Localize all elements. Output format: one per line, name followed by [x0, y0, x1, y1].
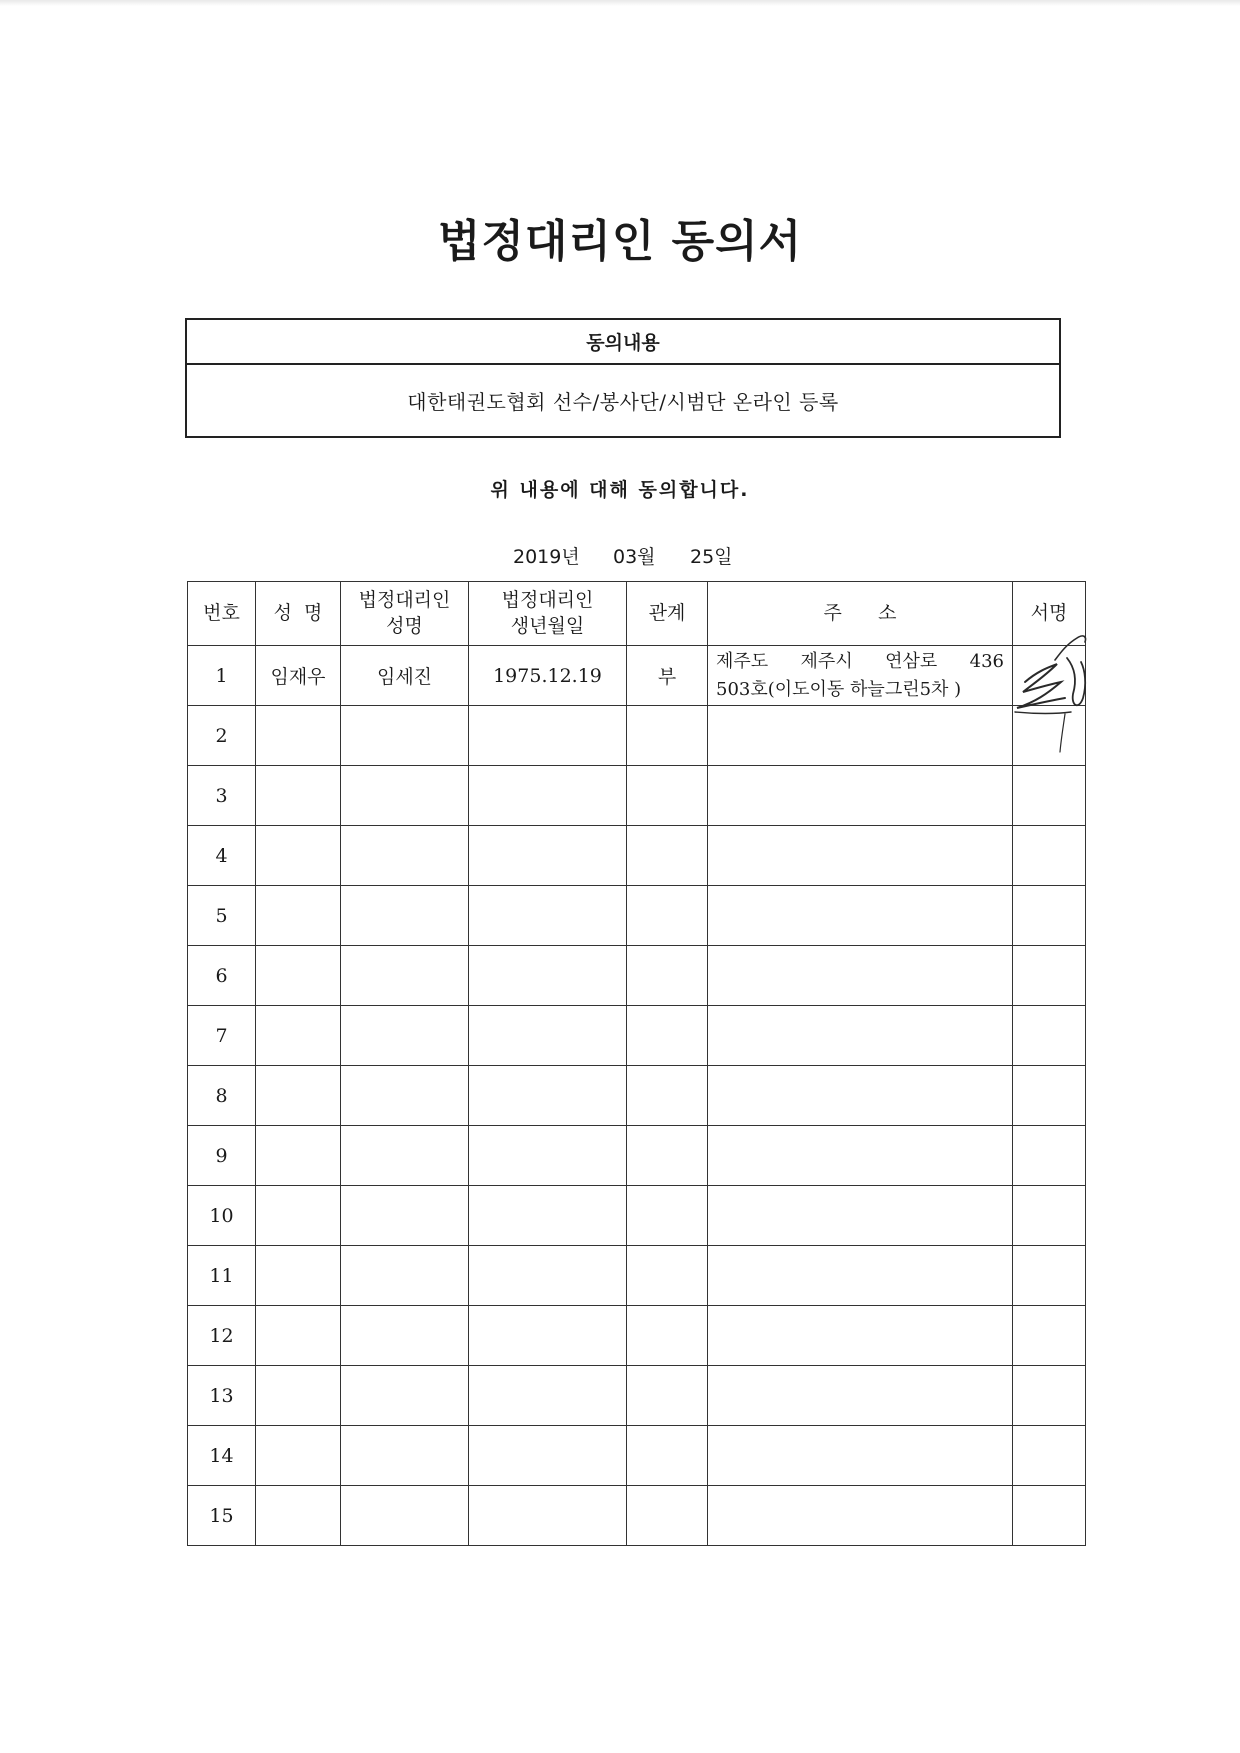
cell-address — [708, 1006, 1013, 1066]
agree-statement: 위 내용에 대해 동의합니다. — [490, 479, 750, 501]
cell-signature — [1013, 1186, 1086, 1246]
cell-guardian-name — [341, 706, 469, 766]
cell-number: 6 — [188, 946, 256, 1006]
cell-guardian-name — [341, 1306, 469, 1366]
cell-guardian-name — [341, 1126, 469, 1186]
header-guardian-birth — [469, 582, 627, 646]
cell-signature — [1013, 1006, 1086, 1066]
cell-guardian-name — [341, 1246, 469, 1306]
cell-signature — [1013, 886, 1086, 946]
cell-relation — [627, 1126, 708, 1186]
cell-guardian-birth — [469, 1366, 627, 1426]
cell-number: 1 — [188, 646, 256, 706]
cell-address — [708, 646, 1013, 706]
cell-signature — [1013, 826, 1086, 886]
cell-guardian-birth — [469, 1126, 627, 1186]
address-road: 연삼로 — [885, 650, 938, 672]
cell-relation — [627, 1486, 708, 1546]
cell-guardian-birth — [469, 1306, 627, 1366]
cell-number: 14 — [188, 1426, 256, 1486]
cell-guardian-name: 임세진 — [341, 646, 469, 706]
cell-relation — [627, 1306, 708, 1366]
cell-number: 3 — [188, 766, 256, 826]
cell-relation — [627, 1246, 708, 1306]
cell-signature — [1013, 706, 1086, 766]
cell-guardian-name — [341, 886, 469, 946]
cell-guardian-birth — [469, 706, 627, 766]
cell-name — [256, 1486, 341, 1546]
consent-content: 대한태권도협회 선수/봉사단/시범단 온라인 등록 — [407, 390, 839, 414]
date-month: 03월 — [613, 546, 656, 568]
cell-name — [256, 1366, 341, 1426]
cell-address — [708, 1066, 1013, 1126]
address-line-2: 503호(이도이동 하늘그린5차 ) — [716, 678, 962, 700]
cell-address — [708, 826, 1013, 886]
table-row — [188, 766, 1086, 826]
cell-number: 15 — [188, 1486, 256, 1546]
table-row — [188, 946, 1086, 1006]
address-line-1 — [716, 648, 1004, 676]
guardian-consent-table — [187, 581, 1086, 1546]
cell-guardian-name — [341, 1486, 469, 1546]
cell-number: 2 — [188, 706, 256, 766]
cell-signature — [1013, 1306, 1086, 1366]
cell-address — [708, 1366, 1013, 1426]
cell-address — [708, 1426, 1013, 1486]
cell-guardian-birth — [469, 766, 627, 826]
table-row — [188, 1306, 1086, 1366]
cell-relation — [627, 946, 708, 1006]
cell-number: 5 — [188, 886, 256, 946]
cell-name — [256, 1126, 341, 1186]
table-header-row — [188, 582, 1086, 646]
cell-signature — [1013, 1246, 1086, 1306]
header-guardian-birth-line1: 법정대리인 — [501, 588, 594, 611]
cell-number: 11 — [188, 1246, 256, 1306]
cell-name — [256, 1186, 341, 1246]
cell-address — [708, 946, 1013, 1006]
header-name-text: 성 명 — [273, 601, 323, 624]
header-address-text: 주 소 — [823, 601, 897, 624]
cell-signature — [1013, 1486, 1086, 1546]
cell-relation — [627, 1426, 708, 1486]
cell-relation — [627, 1066, 708, 1126]
scan-edge — [0, 0, 1240, 6]
cell-relation — [627, 766, 708, 826]
address-city: 제주시 — [800, 650, 853, 672]
table-row — [188, 646, 1086, 706]
header-address — [708, 582, 1013, 646]
cell-guardian-birth — [469, 1246, 627, 1306]
table-row — [188, 1486, 1086, 1546]
table-row — [188, 826, 1086, 886]
cell-signature — [1013, 646, 1086, 706]
cell-signature — [1013, 1426, 1086, 1486]
cell-name — [256, 1006, 341, 1066]
cell-name — [256, 1246, 341, 1306]
header-guardian-birth-line2: 생년월일 — [510, 614, 585, 637]
header-signature: 서명 — [1013, 582, 1086, 646]
cell-relation — [627, 1366, 708, 1426]
cell-name: 임재우 — [256, 646, 341, 706]
table-row — [188, 1186, 1086, 1246]
document-title: 법정대리인 동의서 — [437, 216, 803, 267]
table-row — [188, 1366, 1086, 1426]
cell-signature — [1013, 1066, 1086, 1126]
cell-number: 13 — [188, 1366, 256, 1426]
cell-guardian-name — [341, 1366, 469, 1426]
cell-guardian-name — [341, 1006, 469, 1066]
cell-relation — [627, 706, 708, 766]
header-number: 번호 — [188, 582, 256, 646]
cell-address — [708, 1306, 1013, 1366]
address-number: 436 — [969, 650, 1004, 672]
cell-relation — [627, 1186, 708, 1246]
cell-address — [708, 766, 1013, 826]
cell-guardian-birth — [469, 1426, 627, 1486]
header-guardian-name — [341, 582, 469, 646]
cell-name — [256, 766, 341, 826]
cell-name — [256, 706, 341, 766]
cell-number: 4 — [188, 826, 256, 886]
cell-number: 8 — [188, 1066, 256, 1126]
consent-box — [185, 318, 1061, 438]
cell-guardian-name — [341, 1066, 469, 1126]
cell-name — [256, 886, 341, 946]
table-row — [188, 886, 1086, 946]
table-row — [188, 1126, 1086, 1186]
cell-address — [708, 1186, 1013, 1246]
cell-relation: 부 — [627, 646, 708, 706]
cell-address — [708, 1126, 1013, 1186]
cell-guardian-birth — [469, 1006, 627, 1066]
cell-name — [256, 1066, 341, 1126]
cell-guardian-name — [341, 946, 469, 1006]
cell-guardian-birth — [469, 886, 627, 946]
header-guardian-name-line1: 법정대리인 — [358, 588, 451, 611]
date-day: 25일 — [690, 546, 733, 568]
cell-address — [708, 1486, 1013, 1546]
header-name — [256, 582, 341, 646]
header-relation: 관계 — [627, 582, 708, 646]
consent-header: 동의내용 — [187, 320, 1059, 365]
cell-name — [256, 946, 341, 1006]
cell-guardian-name — [341, 826, 469, 886]
cell-address — [708, 886, 1013, 946]
cell-address — [708, 706, 1013, 766]
table-row — [188, 706, 1086, 766]
table-row — [188, 1066, 1086, 1126]
cell-guardian-birth — [469, 826, 627, 886]
cell-guardian-birth — [469, 1486, 627, 1546]
cell-relation — [627, 826, 708, 886]
cell-guardian-birth — [469, 946, 627, 1006]
cell-signature — [1013, 1366, 1086, 1426]
table-row — [188, 1426, 1086, 1486]
cell-name — [256, 1306, 341, 1366]
cell-name — [256, 826, 341, 886]
cell-relation — [627, 1006, 708, 1066]
table-row — [188, 1006, 1086, 1066]
cell-guardian-birth — [469, 1186, 627, 1246]
cell-name — [256, 1426, 341, 1486]
cell-number: 7 — [188, 1006, 256, 1066]
cell-address — [708, 1246, 1013, 1306]
cell-relation — [627, 886, 708, 946]
header-guardian-name-line2: 성명 — [386, 614, 423, 637]
cell-number: 12 — [188, 1306, 256, 1366]
cell-guardian-birth: 1975.12.19 — [469, 646, 627, 706]
date-year: 2019년 — [513, 546, 580, 568]
table-row — [188, 1246, 1086, 1306]
cell-number: 9 — [188, 1126, 256, 1186]
cell-signature — [1013, 1126, 1086, 1186]
cell-signature — [1013, 766, 1086, 826]
cell-signature — [1013, 946, 1086, 1006]
cell-guardian-name — [341, 1186, 469, 1246]
address-province: 제주도 — [716, 650, 769, 672]
cell-guardian-name — [341, 766, 469, 826]
cell-number: 10 — [188, 1186, 256, 1246]
cell-guardian-birth — [469, 1066, 627, 1126]
cell-guardian-name — [341, 1426, 469, 1486]
